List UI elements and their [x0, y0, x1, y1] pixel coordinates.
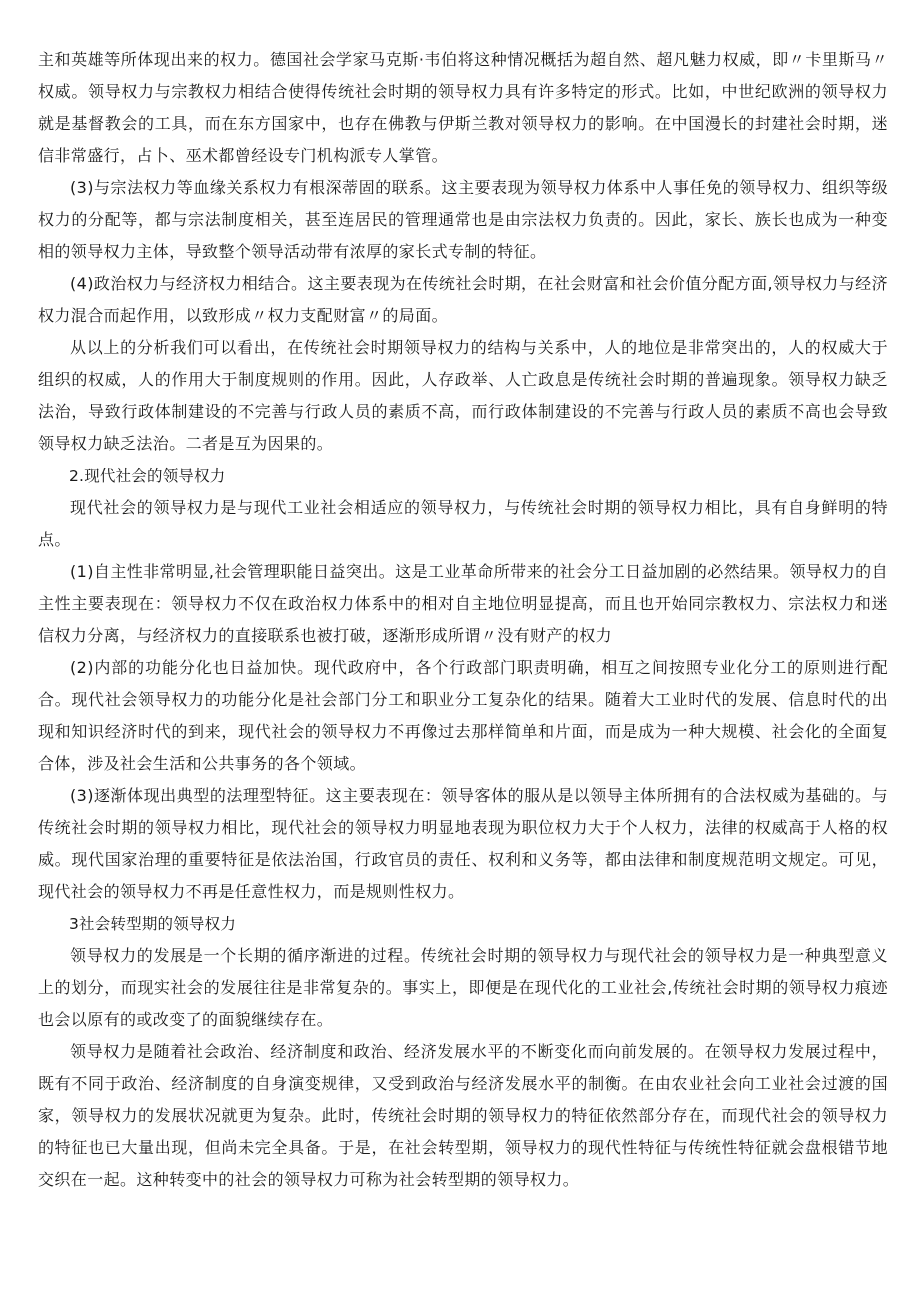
paragraph-autonomy: (1)自主性非常明显,社会管理职能日益突出。这是工业革命所带来的社会分工日益加剧的必然结果。领导权力的自主性主要表现在：领导权力不仅在政治权力体系中的相对自主地位明显提高，而且也开始同宗教权力、宗法权力和迷信权力分离，与经济权力的直接联系也被打破，逐渐形成所谓〃没有财产的权力 [38, 562, 888, 645]
document-page [38, 44, 888, 1196]
paragraph-clan-power: (3)与宗法权力等血缘关系权力有根深蒂固的联系。这主要表现为领导权力体系中人事任免的领导权力、组织等级权力的分配等，都与宗法制度相关，甚至连居民的管理通常也是由宗法权力负责的。因此，家长、族长也成为一种变相的领导权力主体，导致整个领导活动带有浓厚的家长式专制的特征。 [38, 178, 888, 261]
section-heading-modern-society: 2.现代社会的领导权力 [69, 467, 226, 485]
paragraph-functional-differentiation: (2)内部的功能分化也日益加快。现代政府中，各个行政部门职责明确，相互之间按照专业化分工的原则进行配合。现代社会领导权力的功能分化是社会部门分工和职业分工复杂化的结果。随着大工业时代的发展、信息时代的出现和知识经济时代的到来，现代社会的领导权力不再像过去那样简单和片面，而是成为一种大规模、社会化的全面复合体，涉及社会生活和公共事务的各个领域。 [38, 658, 888, 773]
paragraph-legal-rational: (3)逐渐体现出典型的法理型特征。这主要表现在：领导客体的服从是以领导主体所拥有的合法权威为基础的。与传统社会时期的领导权力相比，现代社会的领导权力明显地表现为职位权力大于个人权力，法律的权威高于人格的权威。现代国家治理的重要特征是依法治国，行政官员的责任、权利和义务等，都由法律和制度规范明文规定。可见，现代社会的领导权力不再是任意性权力，而是规则性权力。 [38, 786, 888, 901]
section-heading-transition-period: 3社会转型期的领导权力 [69, 915, 237, 933]
paragraph-charisma-authority: 主和英雄等所体现出来的权力。德国社会学家马克斯·韦伯将这种情况概括为超自然、超凡魅力权威，即〃卡里斯马〃权威。领导权力与宗教权力相结合使得传统社会时期的领导权力具有许多特定的形式。比如，中世纪欧洲的领导权力就是基督教会的工具，而在东方国家中，也存在佛教与伊斯兰教对领导权力的影响。在中国漫长的封建社会时期，迷信非常盛行，占卜、巫术都曾经设专门机构派专人掌管。 [38, 50, 888, 165]
paragraph-political-economic-power: (4)政治权力与经济权力相结合。这主要表现为在传统社会时期，在社会财富和社会价值分配方面,领导权力与经济权力混合而起作用，以致形成〃权力支配财富〃的局面。 [38, 274, 888, 325]
paragraph-traditional-analysis: 从以上的分析我们可以看出，在传统社会时期领导权力的结构与关系中，人的地位是非常突出的，人的权威大于组织的权威，人的作用大于制度规则的作用。因此，人存政举、人亡政息是传统社会时期的普遍现象。领导权力缺乏法治，导致行政体制建设的不完善与行政人员的素质不高，而行政体制建设的不完善与行政人员的素质不高也会导致领导权力缺乏法治。二者是互为因果的。 [38, 338, 888, 453]
paragraph-gradual-development: 领导权力的发展是一个长期的循序渐进的过程。传统社会时期的领导权力与现代社会的领导权力是一种典型意义上的划分，而现实社会的发展往往是非常复杂的。事实上，即便是在现代化的工业社会,传统社会时期的领导权力痕迹也会以原有的或改变了的面貌继续存在。 [38, 946, 888, 1029]
paragraph-modern-intro: 现代社会的领导权力是与现代工业社会相适应的领导权力，与传统社会时期的领导权力相比，具有自身鲜明的特点。 [38, 498, 888, 549]
paragraph-transition-features: 领导权力是随着社会政治、经济制度和政治、经济发展水平的不断变化而向前发展的。在领导权力发展过程中，既有不同于政治、经济制度的自身演变规律，又受到政治与经济发展水平的制衡。在由农业社会向工业社会过渡的国家，领导权力的发展状况就更为复杂。此时，传统社会时期的领导权力的特征依然部分存在，而现代社会的领导权力的特征也已大量出现，但尚未完全具备。于是，在社会转型期，领导权力的现代性特征与传统性特征就会盘根错节地交织在一起。这种转变中的社会的领导权力可称为社会转型期的领导权力。 [38, 1042, 888, 1189]
